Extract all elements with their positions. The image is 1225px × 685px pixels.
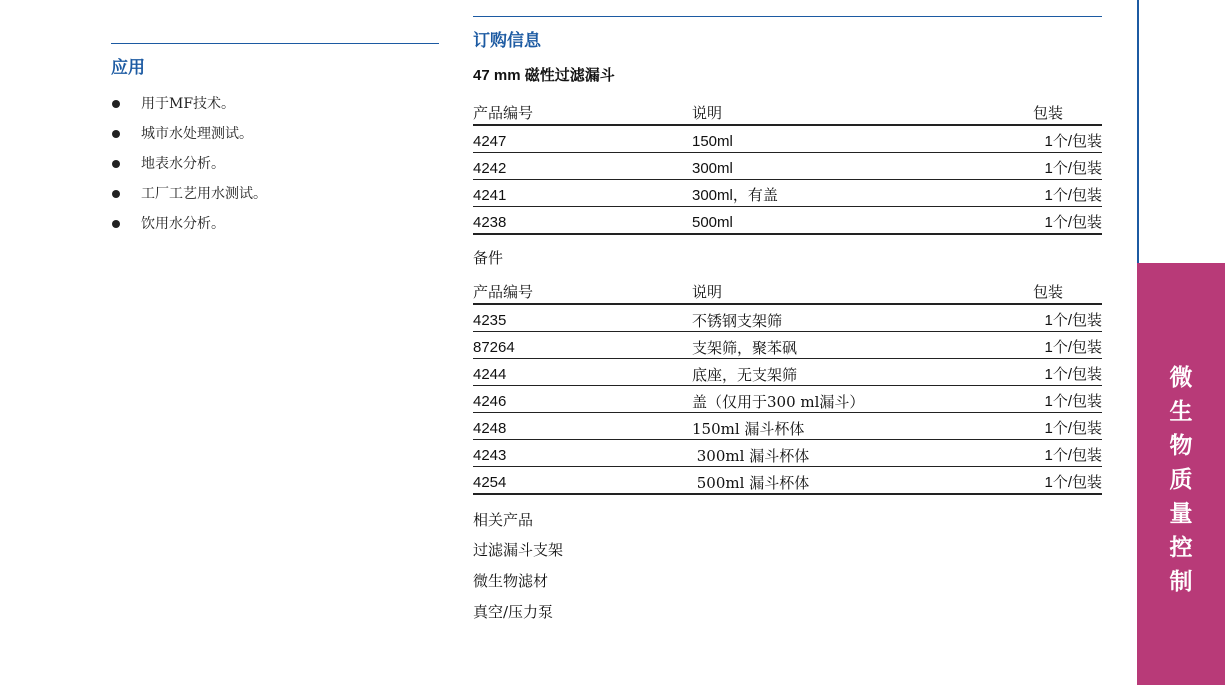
table-row: [473, 304, 1102, 332]
section-divider: [473, 16, 1102, 17]
product-number: 4243: [473, 440, 692, 467]
bullet-icon: [112, 220, 120, 228]
list-item: 工厂工艺用水测试。: [111, 183, 439, 213]
table-header-row: [473, 103, 1102, 125]
application-section: [111, 43, 439, 243]
package: 1个/包装: [1032, 386, 1102, 413]
table-row: [473, 386, 1102, 413]
bullet-icon: [112, 130, 120, 138]
package: 1个/包装: [1032, 125, 1102, 153]
product-number: 4244: [473, 359, 692, 386]
description: 300ml，有盖: [692, 180, 1032, 207]
product-number: 4241: [473, 180, 692, 207]
section-tab-label: 微生物质量控制: [1169, 365, 1193, 595]
table-row: [473, 125, 1102, 153]
package: 1个/包装: [1032, 180, 1102, 207]
table-header-row: [473, 282, 1102, 304]
column-header-product-number: 产品编号: [473, 282, 692, 304]
application-list: [111, 93, 439, 243]
package: 1个/包装: [1032, 153, 1102, 180]
description: 支架筛，聚苯砜: [692, 332, 1032, 359]
description: 不锈钢支架筛: [692, 304, 1032, 332]
package: 1个/包装: [1032, 467, 1102, 495]
table-row: [473, 180, 1102, 207]
accessories-heading: 备件: [473, 250, 504, 267]
package: 1个/包装: [1032, 207, 1102, 235]
accessories-table: [473, 282, 1102, 495]
table-row: [473, 359, 1102, 386]
column-header-package: 包装: [1032, 282, 1102, 304]
section-tab: [1137, 263, 1225, 685]
column-header-package: 包装: [1032, 103, 1102, 125]
package: 1个/包装: [1032, 332, 1102, 359]
package: 1个/包装: [1032, 413, 1102, 440]
list-item: 地表水分析。: [111, 153, 439, 183]
product-number: 4246: [473, 386, 692, 413]
product-number: 4238: [473, 207, 692, 235]
description: 盖（仅用于300 ml漏斗）: [692, 386, 1032, 413]
column-header-description: 说明: [692, 282, 1032, 304]
list-item: 用于MF技术。: [111, 93, 439, 123]
product-number: 87264: [473, 332, 692, 359]
list-item: 饮用水分析。: [111, 213, 439, 243]
description: 底座，无支架筛: [692, 359, 1032, 386]
ordering-title: 订购信息: [473, 31, 541, 51]
product-number: 4248: [473, 413, 692, 440]
package: 1个/包装: [1032, 304, 1102, 332]
related-products-section: [473, 511, 1102, 633]
list-item: 过滤漏斗支架: [473, 541, 564, 559]
package: 1个/包装: [1032, 440, 1102, 467]
bullet-icon: [112, 190, 120, 198]
related-products-list: [473, 540, 1102, 633]
ordering-section: [473, 16, 1102, 633]
description: 500ml: [692, 207, 1032, 235]
application-title: 应用: [111, 58, 145, 78]
section-divider: [111, 43, 439, 44]
funnel-heading: 47 mm 磁性过滤漏斗: [473, 67, 615, 84]
bullet-icon: [112, 100, 120, 108]
column-header-description: 说明: [692, 103, 1032, 125]
description: 300ml: [692, 153, 1032, 180]
list-item: 微生物滤材: [473, 572, 549, 590]
product-number: 4235: [473, 304, 692, 332]
package: 1个/包装: [1032, 359, 1102, 386]
sidebar-rule: [1137, 0, 1139, 263]
related-products-heading: 相关产品: [473, 512, 534, 529]
product-number: 4242: [473, 153, 692, 180]
column-header-product-number: 产品编号: [473, 103, 692, 125]
funnel-table: [473, 103, 1102, 235]
description: 300ml 漏斗杯体: [692, 440, 1032, 467]
table-row: [473, 440, 1102, 467]
table-row: [473, 332, 1102, 359]
bullet-icon: [112, 160, 120, 168]
list-item: 城市水处理测试。: [111, 123, 439, 153]
description: 500ml 漏斗杯体: [692, 467, 1032, 495]
description: 150ml 漏斗杯体: [692, 413, 1032, 440]
list-item: 真空/压力泵: [473, 603, 554, 621]
description: 150ml: [692, 125, 1032, 153]
table-row: [473, 207, 1102, 235]
product-number: 4254: [473, 467, 692, 495]
table-row: [473, 153, 1102, 180]
product-number: 4247: [473, 125, 692, 153]
table-row: [473, 413, 1102, 440]
table-row: [473, 467, 1102, 495]
